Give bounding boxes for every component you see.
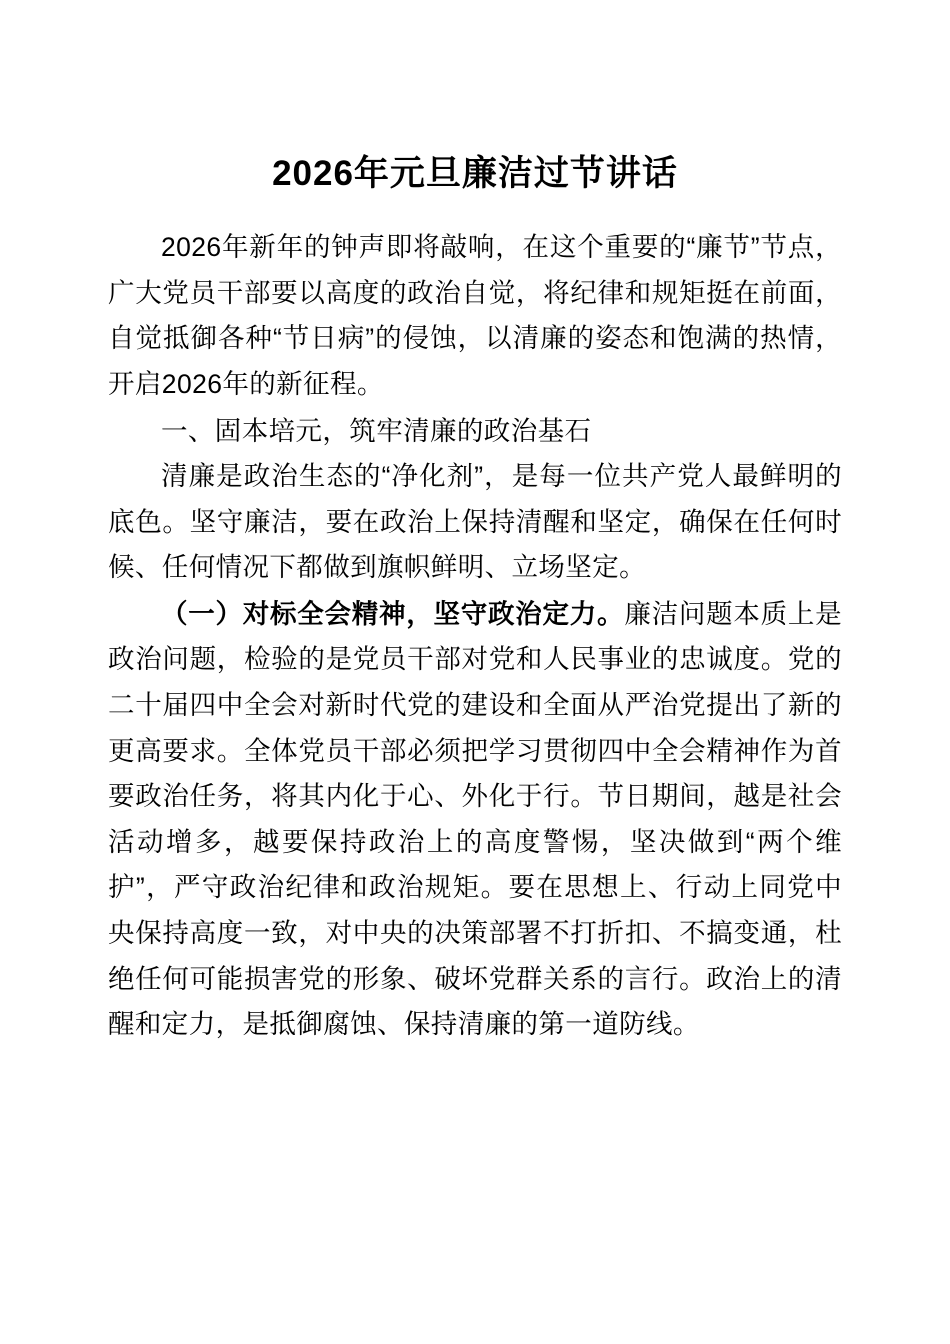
paragraph-subsection-one bbox=[108, 592, 842, 1048]
page-title: 2026年元旦廉洁过节讲话 bbox=[272, 154, 678, 193]
paragraph-intro: 2026年新年的钟声即将敲响，在这个重要的“廉节”节点，广大党员干部要以高度的政治自觉，将纪律和规矩挺在前面，自觉抵御各种“节日病”的侵蚀，以清廉的姿态和饱满的热情，开启2026年的新征程。 bbox=[108, 232, 842, 399]
subsection-one-lead: （一）对标全会精神，坚守政治定力。 bbox=[161, 598, 625, 629]
paragraph-section-one-body: 清廉是政治生态的“净化剂”，是每一位共产党人最鲜明的底色。坚守廉洁，要在政治上保持清醒和坚定，确保在任何时候、任何情况下都做到旗帜鲜明、立场坚定。 bbox=[108, 461, 842, 583]
subsection-one-body: 廉洁问题本质上是政治问题，检验的是党员干部对党和人民事业的忠诚度。党的二十届四中全会对新时代党的建设和全面从严治党提出了新的更高要求。全体党员干部必须把学习贯彻四中全会精神作为首要政治任务，将其内化于心、外化于行。节日期间，越是社会活动增多，越要保持政治上的高度警惕，坚决做到“两个维护”，严守政治纪律和政治规矩。要在思想上、行动上同党中央保持高度一致，对中央的决策部署不打折扣、不搞变通，杜绝任何可能损害党的形象、破坏党群关系的言行。政治上的清醒和定力，是抵御腐蚀、保持清廉的第一道防线。 bbox=[108, 598, 842, 1040]
section-heading-one: 一、固本培元，筑牢清廉的政治基石 bbox=[161, 415, 592, 446]
